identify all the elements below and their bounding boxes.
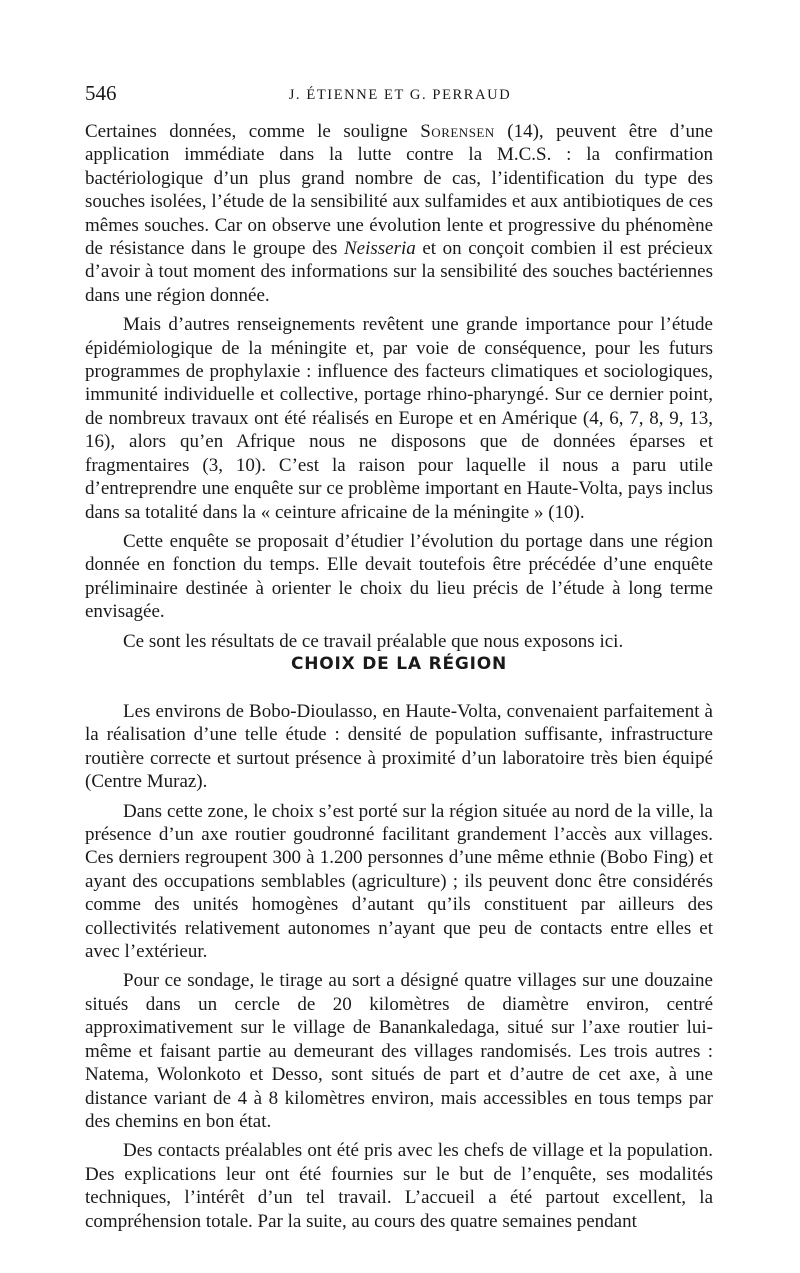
section-paragraph-2: Dans cette zone, le choix s’est porté sur la région située au nord de la ville, la présence d’un axe routier goudronné facilitant grandement l’accès aux villages. Ces derniers regroupent 300 à 1.200 personnes d’une même ethnie (Bobo Fing) et ayant des occupations semblables (agriculture) ; ils peuvent donc être considérés comme des unités homogènes d’autant qu’ils constituent par ailleurs des collectivités relativement autonomes n’ayant que peu de contacts entre elles et avec l’extérieur.	[85, 800, 713, 963]
section-text	[85, 700, 713, 1233]
genus-name: Neisseria	[343, 238, 416, 260]
section-paragraph-4: Des contacts préalables ont été pris avec les chefs de village et la population. Des explications leur ont été fournies sur le but de l’enquête, ses modalités techniques, l’intérêt d’un tel travail. L’accueil a été partout excellent, la compréhension totale. Par la suite, au cours des quatre semaines pendant	[85, 1140, 713, 1232]
page-number: 546	[85, 81, 117, 105]
paragraph-3: Cette enquête se proposait d’étudier l’évolution du portage dans une région donnée en fonction du temps. Elle devait toutefois être précédée d’une enquête préliminaire destinée à orienter le choix du lieu précis de l’étude à long terme envisagée.	[85, 530, 713, 623]
section-paragraph-1: Les environs de Bobo-Dioulasso, en Haute-Volta, convenaient parfaitement à la réalisation d’une telle étude : densité de population suffisante, infrastructure routière correcte et surtout présence à proximité d’un laboratoire très bien équipé (Centre Muraz).	[85, 701, 713, 793]
header-authors: J. ÉTIENNE ET G. PERRAUD	[288, 87, 512, 103]
section-heading: CHOIX DE LA RÉGION	[290, 654, 508, 674]
p1-text-b: (14), peuvent être d’une application immédiate dans la lutte contre la M.C.S. : la confirmation bactériologique d’un plus grand nombre de cas, l’identification du type des souches isolées, l’étude de la sensibilité aux sulfamides et aux antibiotiques de ces mêmes souches. Car on observe une évolution lente et progressive du phénomène de résistance dans le groupe des	[85, 121, 713, 260]
section-paragraph-3: Pour ce sondage, le tirage au sort a désigné quatre villages sur une douzaine situés dans un cercle de 20 kilomètres de diamètre environ, centré approximativement sur le village de Banankaledaga, situé sur l’axe routier lui-même et faisant partie au demeurant des villages randomisés. Les trois autres : Natema, Wolonkoto et Desso, sont situés de part et d’autre de cet axe, à une distance variant de 4 à 8 kilomètres environ, mais accessibles en tous temps par des chemins en bon état.	[85, 970, 713, 1132]
intro-text	[85, 120, 713, 653]
paragraph-4: Ce sont les résultats de ce travail préalable que nous exposons ici.	[123, 630, 624, 652]
author-reference: Sorensen	[420, 121, 495, 142]
running-header	[85, 78, 715, 108]
p1-text-c: et on conçoit combien il est précieux d’avoir à tout moment des informations sur la sensibilité des souches bactériennes dans une région donnée.	[85, 238, 713, 306]
paragraph-2: Mais d’autres renseignements revêtent une grande importance pour l’étude épidémiologique de la méningite et, par voie de conséquence, pour les futurs programmes de prophylaxie : influence des facteurs climatiques et sociologiques, immunité individuelle et collective, portage rhino-pharyngé. Sur ce dernier point, de nombreux travaux ont été réalisés en Europe et en Amérique (4, 6, 7, 8, 9, 13, 16), alors qu’en Afrique nous ne disposons que de données éparses et fragmentaires (3, 10). C’est la raison pour laquelle il nous a paru utile d’entreprendre une enquête sur ce problème important en Haute-Volta, pays inclus dans sa totalité dans la « ceinture africaine de la méningite » (10).	[85, 314, 713, 523]
paragraph-1	[85, 120, 713, 307]
p1-text-a: Certaines données, comme le souligne	[85, 121, 421, 142]
